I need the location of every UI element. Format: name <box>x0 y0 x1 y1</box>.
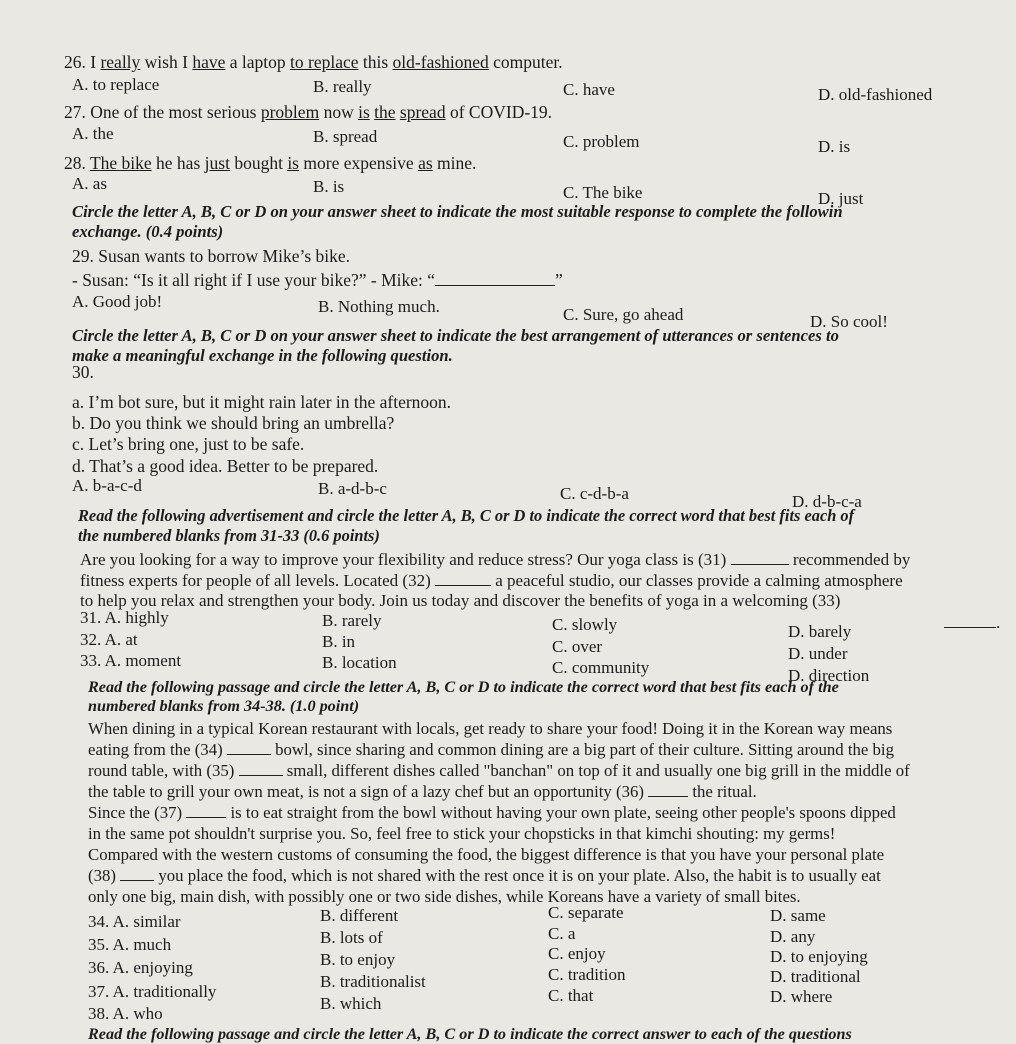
instruction-response: Circle the letter A, B, C or D on your answer sheet to indicate the most suitable response to complete the followin <box>72 202 843 221</box>
q27-option-c[interactable]: C. problem <box>563 132 640 151</box>
q31-option-c[interactable]: C. slowly <box>552 615 618 634</box>
q28-option-a[interactable]: A. as <box>72 174 107 193</box>
q37-option-b[interactable]: B. traditionalist <box>320 972 426 991</box>
q30-option-a[interactable]: A. b-a-c-d <box>72 476 142 495</box>
blank-31[interactable] <box>731 550 789 565</box>
q32-option-b[interactable]: B. in <box>322 632 356 651</box>
q27-option-b[interactable]: B. spread <box>313 127 378 146</box>
q28-option-d[interactable]: D. just <box>818 189 864 208</box>
passage-line-6: in the same pot shouldn't surprise you. So, feel free to stick your chopsticks in that kimchi shouting: my germs! <box>88 824 836 843</box>
q30-utterance-c: c. Let’s bring one, just to be safe. <box>72 434 305 454</box>
q38-option-b[interactable]: B. which <box>320 994 382 1013</box>
q36-option-c[interactable]: C. enjoy <box>548 944 606 963</box>
blank-38[interactable] <box>120 866 154 881</box>
instruction-advertisement-2: the numbered blanks from 31-33 (0.6 points) <box>78 526 380 545</box>
q28-option-c[interactable]: C. The bike <box>563 183 643 202</box>
q33-option-c[interactable]: C. community <box>552 658 650 677</box>
ad-line-3: to help you relax and strengthen your body. Join us today and discover the benefits of yoga in a welcoming (33) <box>80 591 841 610</box>
q33-option-a[interactable]: 33. A. moment <box>80 651 182 670</box>
q30-number: 30. <box>72 362 94 382</box>
q33-option-d[interactable]: D. direction <box>788 666 870 685</box>
instruction-arrangement: Circle the letter A, B, C or D on your answer sheet to indicate the best arrangement of utterances or sentences to <box>72 326 839 345</box>
q29-option-c[interactable]: C. Sure, go ahead <box>563 305 684 324</box>
q27-option-d[interactable]: D. is <box>818 137 851 156</box>
q26-stem: 26. I really wish I have a laptop to replace this old-fashioned computer. <box>64 52 563 72</box>
q30-option-c[interactable]: C. c-d-b-a <box>560 484 629 503</box>
q29-stem: 29. Susan wants to borrow Mike’s bike. <box>72 246 351 266</box>
q30-utterance-a: a. I’m bot sure, but it might rain later in the afternoon. <box>72 392 452 412</box>
q34-option-a[interactable]: 34. A. similar <box>88 912 181 931</box>
blank-33[interactable] <box>944 613 996 628</box>
instruction-passage: Read the following passage and circle the letter A, B, C or D to indicate the correct word that best fits each of the <box>88 678 839 696</box>
ad-line-1: Are you looking for a way to improve your flexibility and reduce stress? Our yoga class is (31) recommended by <box>80 550 911 569</box>
q34-option-c[interactable]: C. separate <box>548 903 624 922</box>
blank-32[interactable] <box>435 571 491 586</box>
q31-option-d[interactable]: D. barely <box>788 622 852 641</box>
q26-option-a[interactable]: A. to replace <box>72 75 160 94</box>
q38-option-d[interactable]: D. where <box>770 987 833 1006</box>
q29-answer-blank[interactable] <box>435 271 555 286</box>
passage-line-9: only one big, main dish, with possibly one or two side dishes, while Koreans have a variety of small bites. <box>88 887 801 906</box>
q35-option-a[interactable]: 35. A. much <box>88 935 172 954</box>
q36-option-a[interactable]: 36. A. enjoying <box>88 958 193 977</box>
q34-option-b[interactable]: B. different <box>320 906 399 925</box>
instruction-advertisement: Read the following advertisement and circle the letter A, B, C or D to indicate the correct word that best fits each of <box>78 506 855 525</box>
q35-option-d[interactable]: D. any <box>770 927 816 946</box>
q30-option-b[interactable]: B. a-d-b-c <box>318 479 387 498</box>
q28-stem: 28. The bike he has just bought is more expensive as mine. <box>64 153 477 173</box>
q38-option-a[interactable]: 38. A. who <box>88 1004 163 1023</box>
passage-line-3: round table, with (35) small, different dishes called "banchan" on top of it and usually one big grill in the middle of <box>88 761 910 780</box>
blank-35[interactable] <box>239 761 283 776</box>
q29-option-a[interactable]: A. Good job! <box>72 292 163 311</box>
q28-option-b[interactable]: B. is <box>313 177 345 196</box>
q26-option-b[interactable]: B. really <box>313 77 372 96</box>
q33-option-b[interactable]: B. location <box>322 653 397 672</box>
blank-37[interactable] <box>186 803 226 818</box>
q34-option-d[interactable]: D. same <box>770 906 826 925</box>
q32-option-c[interactable]: C. over <box>552 637 603 656</box>
ad-line-3-end: . <box>944 613 1000 633</box>
q27-stem: 27. One of the most serious problem now is the spread of COVID-19. <box>64 102 553 122</box>
q36-option-b[interactable]: B. to enjoy <box>320 950 396 969</box>
q32-option-d[interactable]: D. under <box>788 644 848 663</box>
passage-line-4: the table to grill your own meat, is not a sign of a lazy chef but an opportunity (36) the ritual. <box>88 782 757 801</box>
blank-36[interactable] <box>648 782 688 797</box>
q35-option-c[interactable]: C. a <box>548 924 576 943</box>
blank-34[interactable] <box>227 740 271 755</box>
q29-option-d[interactable]: D. So cool! <box>810 312 888 331</box>
passage-line-1: When dining in a typical Korean restaurant with locals, get ready to share your food! Doing it in the Korean way means <box>88 719 893 738</box>
passage-line-2: eating from the (34) bowl, since sharing and common dining are a big part of their culture. Sitting around the big <box>88 740 894 759</box>
q29-option-b[interactable]: B. Nothing much. <box>318 297 440 316</box>
q30-option-d[interactable]: D. d-b-c-a <box>792 492 862 511</box>
passage-line-7: Compared with the western customs of consuming the food, the biggest difference is that you have your personal plate <box>88 845 885 864</box>
q29-dialog: - Susan: “Is it all right if I use your bike?” - Mike: “ ” <box>72 270 563 290</box>
q36-option-d[interactable]: D. to enjoying <box>770 947 868 966</box>
instruction-reading-questions: Read the following passage and circle the letter A, B, C or D to indicate the correct answer to each of the questions <box>88 1025 852 1043</box>
q38-option-c[interactable]: C. that <box>548 986 594 1005</box>
instruction-passage-2: numbered blanks from 34-38. (1.0 point) <box>88 697 360 715</box>
passage-line-5: Since the (37) is to eat straight from the bowl without having your own plate, seeing other people's spoons dipped <box>88 803 896 822</box>
ad-line-2: fitness experts for people of all levels. Located (32) a peaceful studio, our classes provide a calming atmosphere <box>80 571 903 590</box>
instruction-response-points: exchange. (0.4 points) <box>72 222 224 241</box>
q30-utterance-d: d. That’s a good idea. Better to be prepared. <box>72 456 379 476</box>
q32-option-a[interactable]: 32. A. at <box>80 630 138 649</box>
q26-option-d[interactable]: D. old-fashioned <box>818 85 933 104</box>
q27-option-a[interactable]: A. the <box>72 124 114 143</box>
q31-option-b[interactable]: B. rarely <box>322 611 382 630</box>
q35-option-b[interactable]: B. lots of <box>320 928 383 947</box>
passage-line-8: (38) you place the food, which is not shared with the rest once it is on your plate. Also, the habit is to usually eat <box>88 866 881 885</box>
q31-option-a[interactable]: 31. A. highly <box>80 608 169 627</box>
instruction-arrangement-2: make a meaningful exchange in the following question. <box>72 346 453 365</box>
q37-option-c[interactable]: C. tradition <box>548 965 626 984</box>
q37-option-d[interactable]: D. traditional <box>770 967 861 986</box>
q37-option-a[interactable]: 37. A. traditionally <box>88 982 217 1001</box>
q26-option-c[interactable]: C. have <box>563 80 615 99</box>
q30-utterance-b: b. Do you think we should bring an umbrella? <box>72 413 395 433</box>
